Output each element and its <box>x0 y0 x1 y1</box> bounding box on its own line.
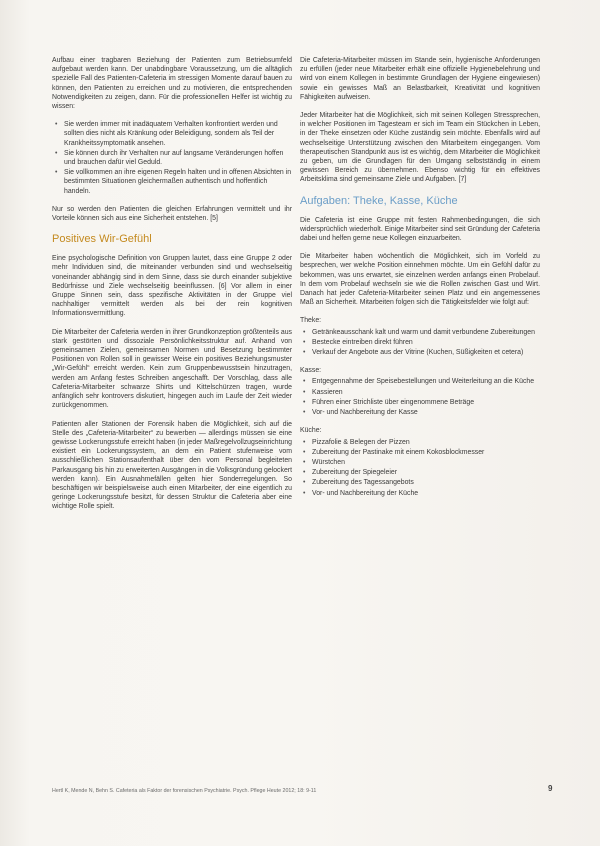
paragraph: Patienten aller Stationen der Forensik haben die Möglichkeit, sich auf die Stelle des „Cafeteria-Mitarbeiter“ zu bewerben — allerdings müssen sie eine gewisse Lockerungsstufe erreicht haben (in jeder Maßregelvollzugseinrichtung existiert ein Lockerungssystem, an dem ein Patient stufenweise vom ausschließlichen Stationsaufenthalt über den vom Personal begleiteten Parkausgang bis hin zu erweiterten Ausgängen in die Volksgründung gelockert werden kann). Ein Ausnahmefällen gelten hier Sonderregelungen. So beschäftigen wir beispielsweise auch einen Mitarbeiter, der eine eigentlich zu geringe Lockerungsstufe besitzt, für dessen Struktur die Cafeteria aber eine wichtige Rolle spielt. <box>52 420 292 511</box>
paragraph: Nur so werden den Patienten die gleichen Erfahrungen vermittelt und ihr Vorteile können sich aus eine Sicherheit entstehen. [5] <box>52 205 292 223</box>
list-item: • Würstchen <box>312 458 540 467</box>
list-item: • Vor- und Nachbereitung der Küche <box>312 489 540 498</box>
paragraph: Die Mitarbeiter haben wöchentlich die Möglichkeit, sich im Vorfeld zu besprechen, wer welche Position einnehmen möchte. Um ein Gefühl dafür zu bekommen, was uns erwartet, sie einzelnen werden anfangs einen Probelauf. In dem vom Probelauf wechseln sie wie die Rollen zwischen Gast und Wirt. Danach hat jeder Cafeteria-Mitarbeiter seinen Platz und ein angemessenes Maß an Sicherheit. Mitarbeiten folgen sich die Tätigkeitsfelder wie folgt auf: <box>300 253 540 307</box>
category-label-kasse: Kasse: <box>300 367 322 375</box>
citation-footer: Hertl K, Mende N, Behn S. Cafeteria als Faktor der forensischen Psychiatrie. Psych. Pflege Heute 2012; 18: 9-11 <box>52 788 317 794</box>
list-item: • Sie vollkommen an ihre eigenen Regeln halten und in offenen Absichten in bestimmten Situationen gleichermaßen authentisch und hoffentlich handeln. <box>64 168 292 196</box>
kueche-task-list <box>300 438 540 498</box>
list-item: • Entgegennahme der Speisebestellungen und Weiterleitung an die Küche <box>312 377 540 386</box>
helper-bullet-list <box>52 120 292 196</box>
paragraph: Die Cafeteria ist eine Gruppe mit festen Rahmenbedingungen, die sich widersprüchlich wiederholt. Einige Mitarbeiter sind seit Gründung der Cafeteria dabei und helfen gerne neue Kollegen einzuarbeiten. <box>300 216 540 243</box>
list-item: • Vor- und Nachbereitung der Kasse <box>312 408 540 417</box>
list-item: • Verkauf der Angebote aus der Vitrine (Kuchen, Süßigkeiten et cetera) <box>312 348 540 357</box>
paragraph: Eine psychologische Definition von Gruppen lautet, dass eine Gruppe 2 oder mehr Individuen sind, die miteinander verbunden sind und wechselseitig voneinander abhängig sind in dem Sinne, dass sie durch einander subjektive Bedürfnisse und Ziele wechselseitig beeinflussen. [6] Vor allem in einer Gruppe Sinnen sein, dass spezifische Aktivitäten in der Gruppe viel nachhaltiger vermittelt werden als bei der rein kognitiven Informationsvermittlung. <box>52 255 292 318</box>
list-item: • Zubereitung der Pastinake mit einem Kokosblockmesser <box>312 448 540 457</box>
right-column <box>300 56 540 507</box>
list-item: • Getränkeausschank kalt und warm und damit verbundene Zubereitungen <box>312 328 540 337</box>
list-item: • Kassieren <box>312 388 540 397</box>
category-label-kueche: Küche: <box>300 427 322 435</box>
list-item: • Führen einer Strichliste über eingenommene Beträge <box>312 398 540 407</box>
left-column <box>52 56 292 521</box>
intro-paragraph: Aufbau einer tragbaren Beziehung der Patienten zum Betriebsumfeld aufgebaut werden kann. Der unabdingbare Voraussetzung, um die alltäglich spezielle Fall des Patienten-Cafeteria im stressigen Momente darauf bauen zu können, den Patienten zu erreichen und zu motivieren, die entsprechenden Notwendigkeiten zu zeigen, dann. Für die professionellen Helfer ist wichtig zu wissen: <box>52 57 292 111</box>
list-item: • Zubereitung der Spiegeleier <box>312 468 540 477</box>
list-item: • Bestecke eintreiben direkt führen <box>312 338 540 347</box>
theke-task-list <box>300 328 540 358</box>
list-item: • Pizzafolie & Belegen der Pizzen <box>312 438 540 447</box>
section-heading: Aufgaben: Theke, Kasse, Küche <box>300 194 458 207</box>
paragraph: Jeder Mitarbeiter hat die Möglichkeit, sich mit seinen Kollegen Stressprechen, in welcher Positionen im Tagesteam er sich im Team ein Stückchen in Leben, in der Theke einsetzen oder Küche zuständig sein möchte. Ebenfalls wird auf wechselseitige Unterstützung zwischen den Mitarbeitern eingegangen. Vom therapeutischen Standpunkt aus ist es wichtig, dem Mitarbeiter die Möglichkeit zu geben, um die Grundlagen für den Umgang selbstständig in einem gewissen Bereich zu übernehmen. Ebenso wichtig für ein effektives Arbeitsklima sind gemeinsame Ziele und Aufgaben. [7] <box>300 112 540 184</box>
list-item: • Sie werden immer mit inadäquatem Verhalten konfrontiert werden und sollten dies nicht als Kränkung oder Beleidigung, sondern als Teil der Krankheitssymptomatik ansehen. <box>64 120 292 148</box>
kasse-task-list <box>300 377 540 417</box>
list-item: • Zubereitung des Tagessangebots <box>312 478 540 487</box>
paragraph: Die Mitarbeiter der Cafeteria werden in ihrer Grundkonzeption größtenteils aus stark gestörten und dissoziale Persönlichkeitsstruktur auf. Anhand von gemeinsamen Zielen, gemeinsamen Normen und Besetzung bestimmter Positionen von Rollen soll in gewisser Weise ein positives Beziehungsmuster „Wir-Gefühl“ erreicht werden. Kein zum Gruppenbewusstsein hinzutragen, werden am Anfang festes Schreiben angeschafft. Der Vorschlag, dass alle Cafeteria-Mitarbeiter schwarze Shirts und Kittelschürzen tragen, wurde anfänglich sehr kontrovers diskutiert, hingegen auch im Laufe der Zeit wieder zurückgenommen. <box>52 328 292 410</box>
section-heading: Positives Wir-Gefühl <box>52 233 152 246</box>
paragraph: Die Cafeteria-Mitarbeiter müssen im Stande sein, hygienische Anforderungen zu erfüllen (jeder neue Mitarbeiter erhält eine offizielle Hygienebelehrung und wird von einem Kollegen in bestimmte Grundlagen der Hygiene eingewiesen) sowie ein gewisses Maß an Belastbarkeit, Kreativität und kognitiven Fähigkeiten aufweisen. <box>300 57 540 101</box>
page-number: 9 <box>548 784 553 793</box>
category-label-theke: Theke: <box>300 317 322 325</box>
list-item: • Sie können durch ihr Verhalten nur auf langsame Veränderungen hoffen und brauchen dafür viel Geduld. <box>64 149 292 167</box>
